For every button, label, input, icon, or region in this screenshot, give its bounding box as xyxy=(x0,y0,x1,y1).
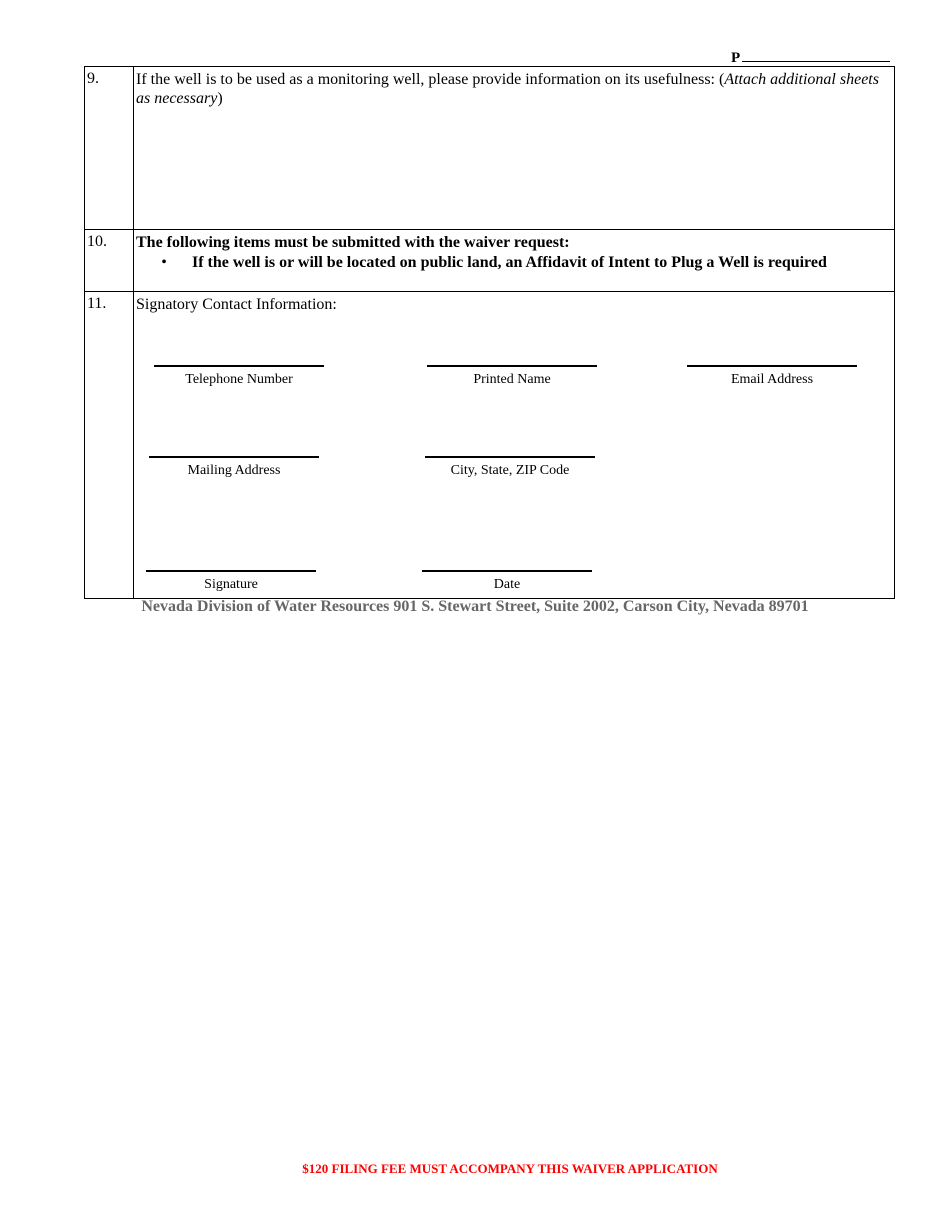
row-number: 10. xyxy=(85,230,134,291)
printed-name-field[interactable] xyxy=(417,365,607,389)
row-9-text-end: ) xyxy=(217,90,223,107)
bullet-icon: • xyxy=(161,254,167,271)
form-table xyxy=(84,66,895,599)
monitoring-well-usefulness-field[interactable] xyxy=(134,67,894,229)
row-9 xyxy=(85,67,894,229)
city-state-zip-field[interactable] xyxy=(415,456,605,480)
telephone-line xyxy=(154,365,324,367)
row-9-italic-note: Attach additional sheets as necessary xyxy=(136,71,879,107)
mailing-address-label: Mailing Address xyxy=(187,463,281,478)
city-state-zip-line xyxy=(425,456,595,458)
footer-address: Nevada Division of Water Resources 901 S. Stewart Street, Suite 2002, Carson City, Nevada 89701 xyxy=(141,598,809,615)
row-11-heading: Signatory Contact Information: xyxy=(136,296,337,313)
telephone-label: Telephone Number xyxy=(185,372,293,387)
mailing-address-line xyxy=(149,456,319,458)
permit-number-input-line[interactable] xyxy=(742,47,890,62)
date-label: Date xyxy=(493,577,521,592)
email-label: Email Address xyxy=(730,372,814,387)
row-10-heading: The following items must be submitted with the waiver request: xyxy=(136,234,570,251)
permit-label: P xyxy=(731,50,741,66)
date-field[interactable] xyxy=(412,570,602,594)
signature-line xyxy=(146,570,316,572)
signature-field[interactable] xyxy=(136,570,326,594)
filing-fee-notice: $120 FILING FEE MUST ACCOMPANY THIS WAIVER APPLICATION xyxy=(302,1161,718,1176)
printed-name-label: Printed Name xyxy=(473,372,551,387)
row-number: 11. xyxy=(85,292,134,598)
row-10-bullet-text: If the well is or will be located on public land, an Affidavit of Intent to Plug a Well is required xyxy=(192,254,827,271)
telephone-field[interactable] xyxy=(144,365,334,389)
mailing-address-field[interactable] xyxy=(139,456,329,480)
date-line xyxy=(422,570,592,572)
printed-name-line xyxy=(427,365,597,367)
row-number: 9. xyxy=(85,67,134,229)
email-line xyxy=(687,365,857,367)
row-9-text: If the well is to be used as a monitoring well, please provide information on its usefulness: ( xyxy=(136,71,725,88)
signature-label: Signature xyxy=(204,577,258,592)
row-11 xyxy=(85,291,894,598)
city-state-zip-label: City, State, ZIP Code xyxy=(450,463,570,478)
permit-number-field xyxy=(731,47,890,67)
row-10 xyxy=(85,229,894,291)
list-item xyxy=(136,253,888,272)
email-field[interactable] xyxy=(677,365,867,389)
